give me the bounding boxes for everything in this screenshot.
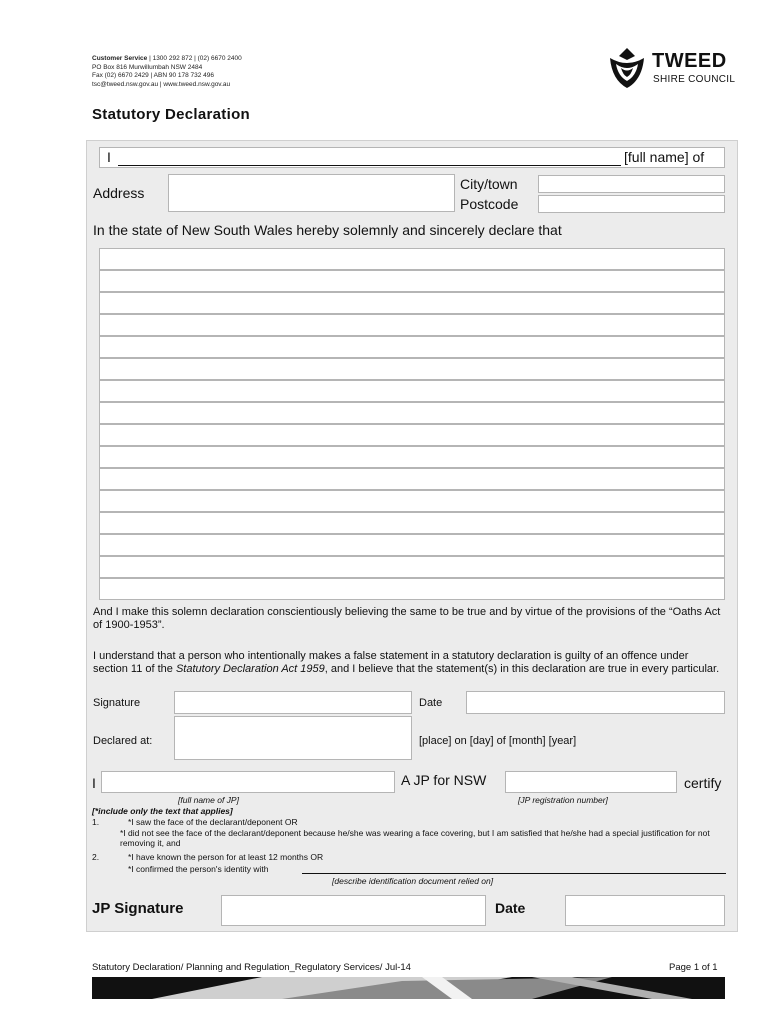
jp-registration-input[interactable] <box>505 771 677 793</box>
customer-service-label: Customer Service <box>92 55 148 62</box>
date-input[interactable] <box>466 691 725 714</box>
warning-part-a: I understand that a person who intentionally makes a false statement in a statutory declaration is guilty of an offence under section 11 of the <box>93 650 689 675</box>
declaration-line[interactable] <box>99 424 725 446</box>
declaration-line[interactable] <box>99 490 725 512</box>
declaration-line[interactable] <box>99 314 725 336</box>
jp-full-name-input[interactable] <box>101 771 395 793</box>
jp-name-hint: [full name of JP] <box>178 795 239 805</box>
place-date-hint: [place] on [day] of [month] [year] <box>419 735 577 747</box>
declaration-line[interactable] <box>99 270 725 292</box>
logo-wordmark: TWEED <box>652 50 727 72</box>
item2-option-a: *I have known the person for at least 12 months OR <box>128 852 324 862</box>
item2-number: 2. <box>92 852 100 862</box>
declaration-line[interactable] <box>99 358 725 380</box>
item2-option-b: *I confirmed the person's identity with <box>128 864 269 874</box>
declaration-line[interactable] <box>99 578 725 600</box>
footer-decorative-band <box>92 977 725 999</box>
city-label: City/town <box>460 176 518 192</box>
footer-document-ref: Statutory Declaration/ Planning and Regulation_Regulatory Services/ Jul-14 <box>92 962 411 973</box>
email-web: tsc@tweed.nsw.gov.au | www.tweed.nsw.gov.au <box>92 80 231 88</box>
jp-date-label: Date <box>495 900 526 916</box>
declaration-line[interactable] <box>99 512 725 534</box>
item1-number: 1. <box>92 817 100 827</box>
contact-details <box>92 55 242 89</box>
state-line: In the state of New South Wales hereby solemnly and sincerely declare that <box>93 222 562 238</box>
item1-option-a: *I saw the face of the declarant/deponent OR <box>128 817 298 827</box>
page-title: Statutory Declaration <box>92 106 250 123</box>
jp-i-label: I <box>92 775 96 791</box>
warning-part-b: , and I believe that the statement(s) in this declaration are true in every particular. <box>324 663 720 675</box>
postcode-input[interactable] <box>538 195 725 213</box>
item1-option-b: *I did not see the face of the declarant/deponent because he/she was wearing a face covering, but I am satisfied that he/she had a special justification for not removing it, and <box>120 828 710 848</box>
declaration-line[interactable] <box>99 380 725 402</box>
declaration-line[interactable] <box>99 556 725 578</box>
jp-for-nsw-label: A JP for NSW <box>401 772 487 788</box>
city-input[interactable] <box>538 175 725 193</box>
declared-at-label: Declared at: <box>93 735 153 747</box>
declaration-line[interactable] <box>99 248 725 270</box>
false-statement-warning <box>93 650 725 676</box>
i-label: I <box>107 149 111 165</box>
phone-numbers: | 1300 292 872 | (02) 6670 2400 <box>147 55 242 62</box>
declaration-line[interactable] <box>99 336 725 358</box>
postcode-label: Postcode <box>460 196 519 212</box>
signature-input[interactable] <box>174 691 412 714</box>
postal-address: PO Box 816 Murwillumbah NSW 2484 <box>92 63 203 71</box>
declaration-line[interactable] <box>99 292 725 314</box>
logo-subtitle: SHIRE COUNCIL <box>653 74 736 85</box>
declaration-line[interactable] <box>99 534 725 556</box>
full-name-suffix: [full name] of <box>624 149 705 165</box>
declared-at-input[interactable] <box>174 716 412 760</box>
page-number: Page 1 of 1 <box>669 962 718 973</box>
declaration-line[interactable] <box>99 446 725 468</box>
fax-abn: Fax (02) 6670 2429 | ABN 90 178 732 496 <box>92 72 215 79</box>
tweed-logo-icon <box>606 46 648 90</box>
jp-signature-label: JP Signature <box>92 900 184 917</box>
include-note: [*include only the text that applies] <box>92 806 233 816</box>
address-input[interactable] <box>168 174 455 212</box>
id-document-hint: [describe identification document relied on] <box>332 876 494 886</box>
solemn-declaration-text: And I make this solemn declaration conscientiously believing the same to be true and by virtue of the provisions of the “Oaths Act of 1900-1953”. <box>93 606 721 631</box>
full-name-input[interactable] <box>118 151 621 166</box>
jp-date-input[interactable] <box>565 895 725 926</box>
date-label: Date <box>419 697 443 709</box>
signature-label: Signature <box>93 697 141 709</box>
jp-signature-input[interactable] <box>221 895 486 926</box>
certify-label: certify <box>684 775 722 791</box>
act-name: Statutory Declaration Act 1959 <box>175 663 325 675</box>
declaration-line[interactable] <box>99 468 725 490</box>
address-label: Address <box>93 185 145 201</box>
declaration-line[interactable] <box>99 402 725 424</box>
jp-registration-hint: [JP registration number] <box>518 795 608 805</box>
id-document-input[interactable] <box>302 863 726 874</box>
